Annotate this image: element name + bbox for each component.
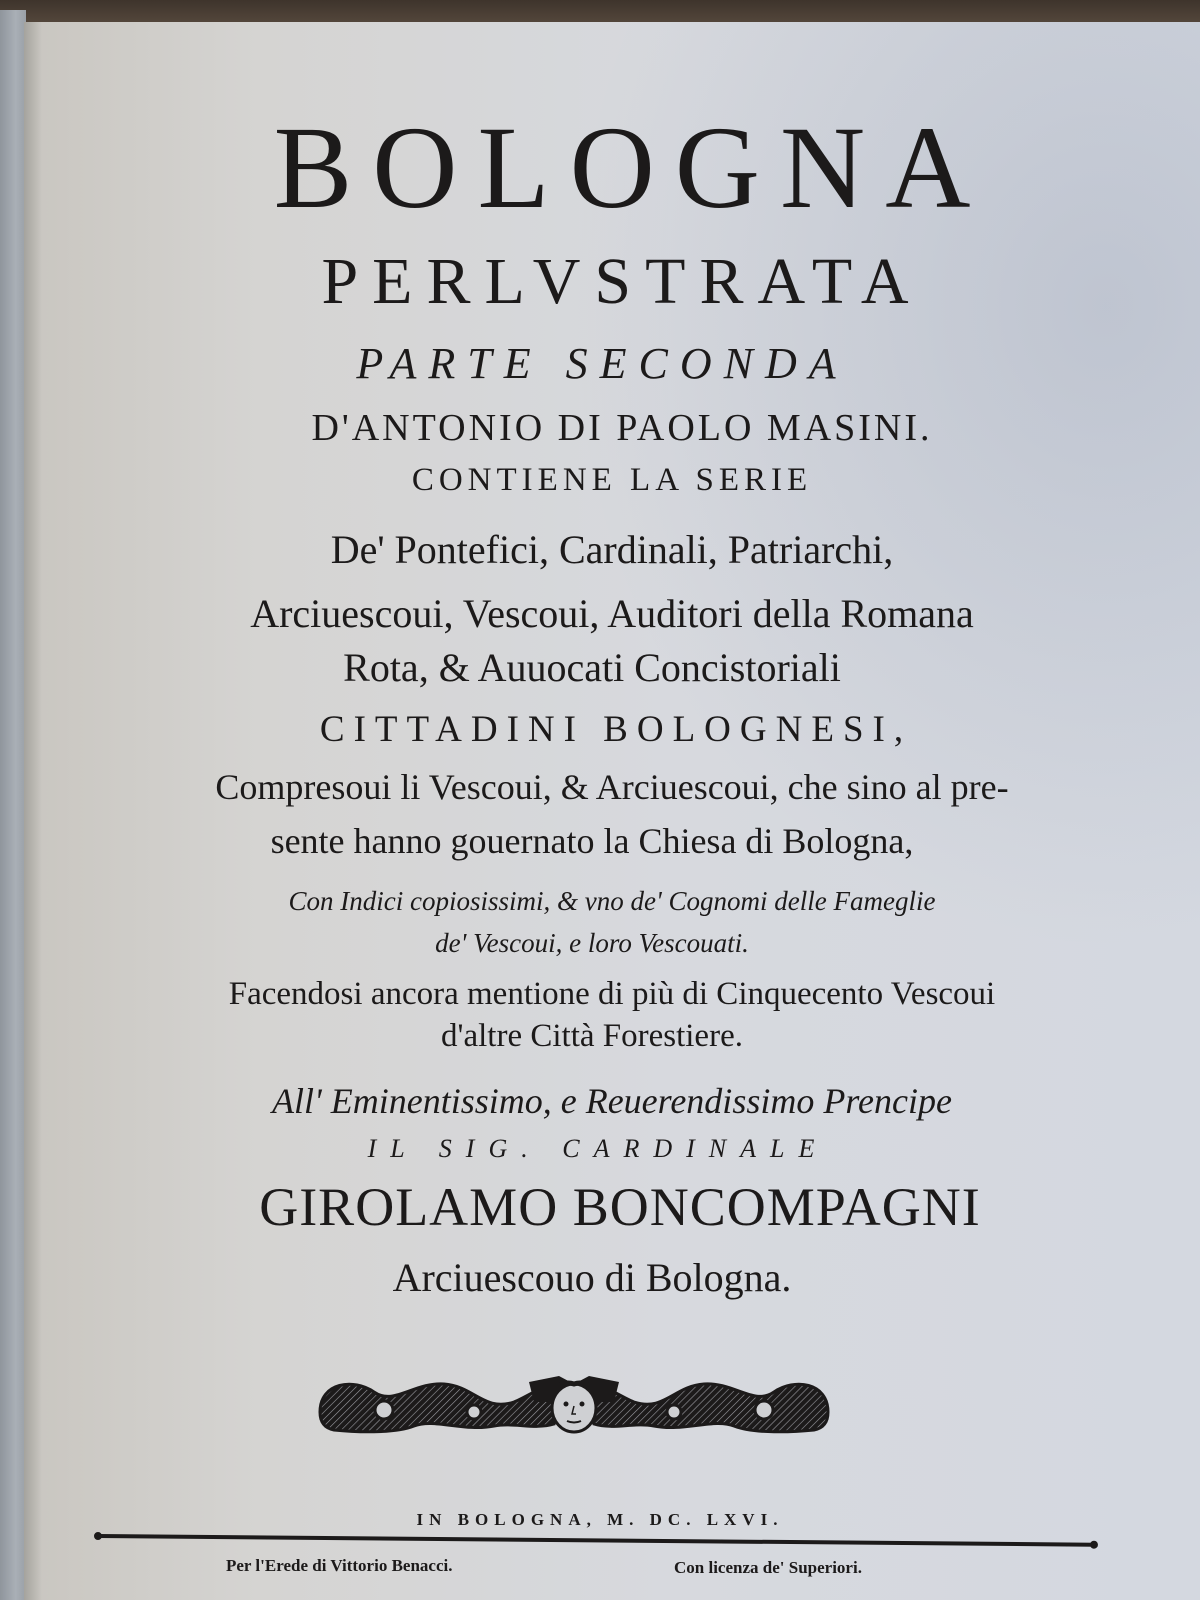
indices-line: de' Vescoui, e loro Vescouati. (435, 928, 749, 958)
contents-line: Arciuescoui, Vescoui, Auditori della Romana (250, 591, 974, 636)
imprint-line: IN BOLOGNA, M. DC. LXVI. (416, 1510, 784, 1529)
book-cover-edge (0, 10, 26, 1600)
included-line: sente hanno gouernato la Chiesa di Bologna, (270, 821, 914, 861)
citizens-heading: CITTADINI BOLOGNESI, (319, 709, 913, 750)
dedicatee-name: GIROLAMO BONCOMPAGNI (259, 1177, 981, 1237)
divider-rule (96, 1534, 1096, 1547)
dedicatee-office: Arciuescouo di Bologna. (392, 1255, 792, 1300)
book-subtitle: PERLVSTRATA (321, 245, 923, 318)
indices-line: Con Indici copiosissimi, & vno de' Cognomi delle Fameglie (288, 886, 936, 916)
dedication-line: All' Eminentissimo, e Reuerendissimo Prencipe (272, 1081, 952, 1121)
title-page (24, 22, 1200, 1600)
mention-line: Facendosi ancora mentione di più di Cinquecento Vescoui (228, 976, 996, 1012)
included-line: Compresoui li Vescoui, & Arciuescoui, che sino al pre- (215, 767, 1009, 807)
printer-line: Per l'Erede di Vittorio Benacci. (226, 1556, 453, 1575)
part-label: PARTE SECONDA (356, 339, 848, 388)
contents-heading: CONTIENE LA SERIE (411, 462, 813, 498)
author-line: D'ANTONIO DI PAOLO MASINI. (311, 407, 933, 449)
book-title: BOLOGNA (273, 102, 991, 233)
dedicatee-title: IL SIG. CARDINALE (367, 1134, 829, 1163)
mention-line: d'altre Città Forestiere. (441, 1018, 743, 1054)
licence-line: Con licenza de' Superiori. (674, 1558, 862, 1577)
woodcut-ornament-icon (314, 1372, 834, 1436)
contents-line: Rota, & Auuocati Concistoriali (343, 645, 841, 690)
contents-line: De' Pontefici, Cardinali, Patriarchi, (330, 527, 894, 572)
